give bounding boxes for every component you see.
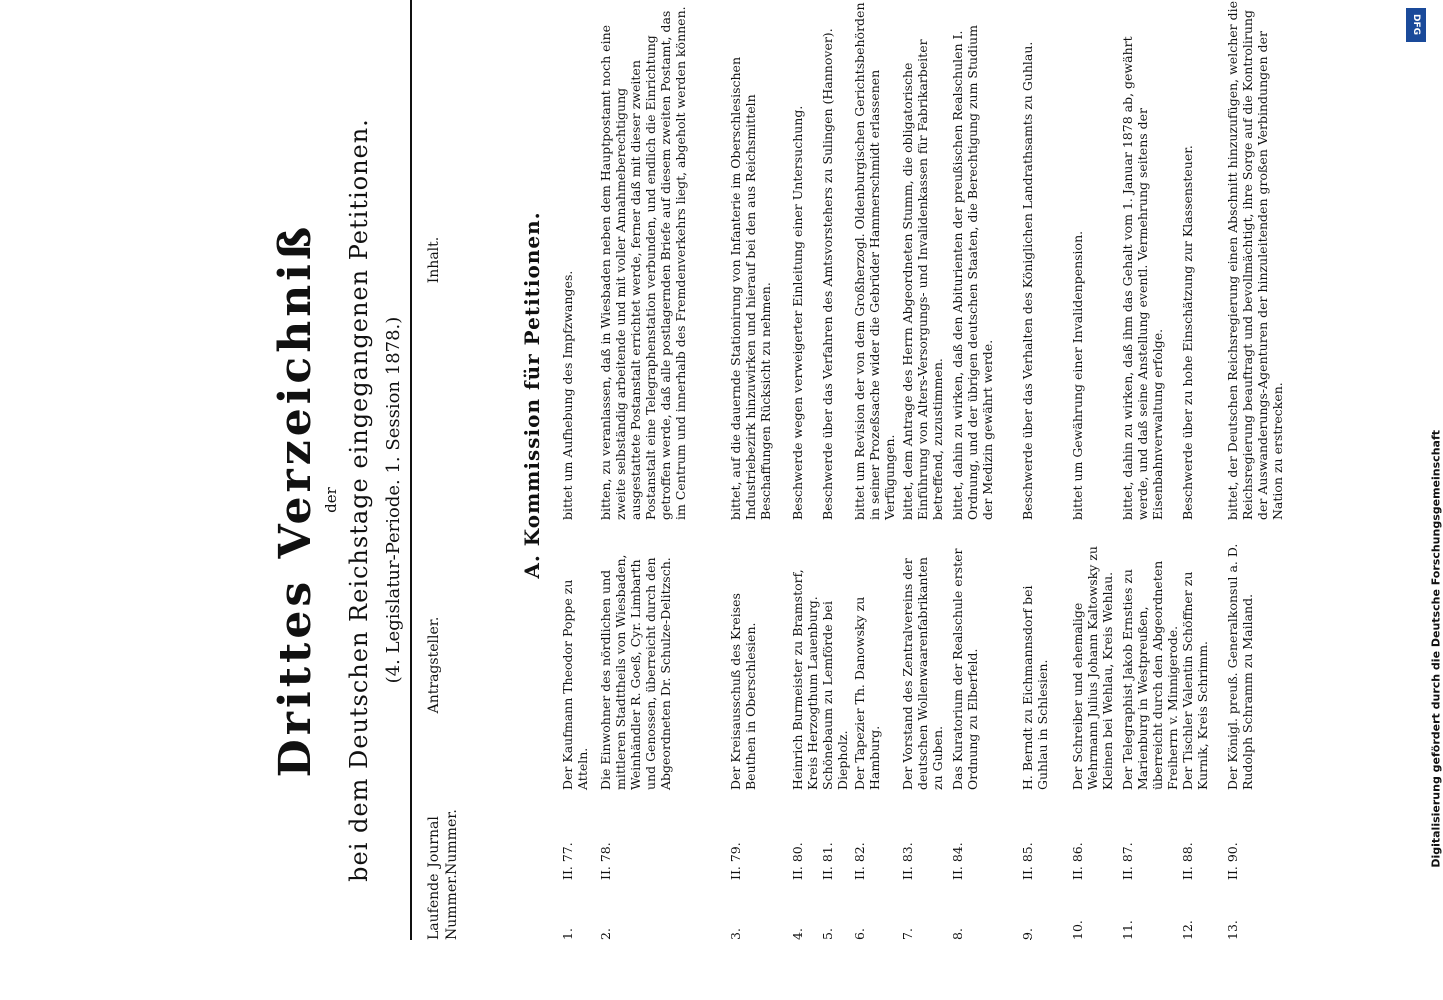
row-journal: II. 86.	[1070, 842, 1085, 880]
header-inhalt: Inhalt.	[426, 236, 442, 284]
row-antragsteller: Der Kaufmann Theodor Poppe zu Atteln.	[560, 579, 590, 790]
row-inhalt: Beschwerde über das Verfahren des Amtsvorstehers zu Sulingen (Hannover).	[820, 28, 835, 520]
row-inhalt: bittet, dem Antrage des Herrn Abgeordneten Stumm, die obligatorische Einführung von Alters-Versorgungs- und Invalidenkassen für Fabrikarbeiter betreffend, zuzustimmen.	[900, 39, 945, 520]
row-antragsteller: Schönebaum zu Lemförde bei Diepholz.	[820, 601, 850, 790]
row-antragsteller: Der Kreisausschuß des Kreises Beuthen in Oberschlesien.	[728, 593, 758, 790]
header-antragsteller: Antragsteller.	[426, 616, 442, 714]
row-antragsteller: Das Kuratorium der Realschule erster Ordnung zu Elberfeld.	[950, 548, 980, 790]
row-number: 1.	[560, 928, 575, 940]
row-inhalt: Beschwerde wegen verweigerter Einleitung einer Untersuchung.	[790, 105, 805, 520]
row-number: 9.	[1020, 928, 1035, 940]
row-antragsteller: Der Vorstand des Zentralvereins der deutschen Wollenwaarenfabrikanten zu Guben.	[900, 557, 945, 790]
row-antragsteller: H. Berndt zu Eichmannsdorf bei Guhlau in Schlesien.	[1020, 585, 1050, 790]
document-period: (4. Legislatur-Periode. 1. Session 1878.)	[383, 316, 404, 684]
row-journal: II. 90.	[1225, 842, 1240, 880]
row-antragsteller: Der Königl. preuß. Generalkonsul a. D. Rudolph Schramm zu Mailand.	[1225, 543, 1255, 790]
row-journal: II. 88.	[1180, 842, 1195, 880]
row-number: 7.	[900, 928, 915, 940]
row-number: 6.	[852, 928, 867, 940]
row-journal: II. 83.	[900, 842, 915, 880]
row-inhalt: bittet um Gewährung einer Invalidenpension.	[1070, 230, 1085, 520]
row-number: 8.	[950, 928, 965, 940]
row-inhalt: bittet, der Deutschen Reichsregierung einen Abschnitt hinzuzufügen, welcher die Reichsregierung beauftragt und bevollmächtigt, ihre Sorge auf die Kontrolirung der Auswanderungs-Agenturen der hinzuleitenden großen Verbindungen der Nation zu erstrecken.	[1225, 0, 1285, 520]
row-number: 4.	[790, 928, 805, 940]
row-inhalt: bittet, dahin zu wirken, daß den Abiturienten der preußischen Realschulen I. Ordnung, und der übrigen deutschen Staaten, die Berechtigung zum Studium der Medizin gewährt werde.	[950, 25, 995, 520]
row-number: 2.	[598, 928, 613, 940]
row-journal: II. 78.	[598, 842, 613, 880]
row-journal: II. 85.	[1020, 842, 1035, 880]
row-number: 5.	[820, 928, 835, 940]
sidebar-credit	[1392, 0, 1443, 1000]
row-inhalt: bittet um Aufhebung des Impfzwanges.	[560, 270, 575, 520]
row-journal: II. 77.	[560, 842, 575, 880]
row-number: 13.	[1225, 920, 1240, 940]
row-journal: II. 87.	[1120, 842, 1135, 880]
row-journal: II. 79.	[728, 842, 743, 880]
row-antragsteller: Die Einwohner des nördlichen und mittleren Stadttheils von Wiesbaden, Weinhändler R. Goeß, Cyr. Limbarth und Genossen, überreicht durch den Abgeordneten Dr. Schulze-Delitzsch.	[598, 554, 673, 790]
document-subtitle: bei dem Deutschen Reichstage eingegangenen Petitionen.	[345, 118, 373, 882]
credit-text: Digitalisierung gefördert durch die Deutsche Forschungsgemeinschaft	[1430, 430, 1443, 868]
row-inhalt: bittet, auf die dauernde Stationirung von Infanterie im Oberschlesischen Industriebezirk hinzuwirken und hierauf bei den aus Reichsmitteln Beschaffungen Rücksicht zu nehmen.	[728, 56, 773, 520]
row-journal: II. 82.	[852, 842, 867, 880]
table-top-rule	[410, 0, 412, 940]
row-inhalt: bitten, zu veranlassen, daß in Wiesbaden neben dem Hauptpostamt noch eine zweite selbständig arbeitende und mit voller Annahmeberechtigung ausgestattete Postanstalt errichtet werde, ferner daß mit dieser zweiten Postanstalt eine Telegraphenstation verbunden, und endlich die Einrichtung getroffen werde, daß alle postlagernden Briefe auf diesem zweiten Postamt, das im Centrum und innerhalb des Fremdenverkehrs liegt, abgeholt werden können.	[598, 6, 688, 520]
header-laufende: Laufende Nummer.	[426, 873, 460, 940]
row-antragsteller: Der Tapezier Th. Danowsky zu Hamburg.	[852, 596, 882, 790]
document-title: Drittes Verzeichniß	[270, 222, 321, 778]
row-antragsteller: Heinrich Burmeister zu Bramstorf, Kreis Herzogthum Lauenburg.	[790, 569, 820, 790]
row-number: 10.	[1070, 920, 1085, 940]
section-title: A. Kommission für Petitionen.	[520, 211, 544, 579]
row-number: 11.	[1120, 920, 1135, 940]
row-inhalt: Beschwerde über das Verhalten des Königlichen Landrathsamts zu Guhlau.	[1020, 41, 1035, 520]
row-journal: II. 80.	[790, 842, 805, 880]
dfg-logo: DFG	[1406, 8, 1426, 42]
row-inhalt: Beschwerde über zu hohe Einschätzung zur Klassensteuer.	[1180, 145, 1195, 520]
row-number: 12.	[1180, 920, 1195, 940]
row-inhalt: bittet, dahin zu wirken, daß ihm das Gehalt vom 1. Januar 1878 ab, gewährt werde, und daß seine Anstellung eventl. Vermehrung seitens der Eisenbahnverwaltung erfolge.	[1120, 36, 1165, 520]
row-journal: II. 81.	[820, 842, 835, 880]
row-antragsteller: Der Telegraphist Jakob Ernsties zu Marienburg in Westpreußen, überreicht durch den Abgeordneten Freiherrn v. Minnigerode.	[1120, 560, 1180, 790]
row-inhalt: bittet um Revision der von dem Großherzogl. Oldenburgischen Gerichtsbehörden in seiner Prozeßsache wider die Gebrüder Hammerschmidt erlassenen Verfügungen.	[852, 2, 897, 520]
header-journal: Journal Nummer.	[426, 809, 460, 875]
row-journal: II. 84.	[950, 842, 965, 880]
row-number: 3.	[728, 928, 743, 940]
document-der: der	[322, 487, 340, 513]
row-antragsteller: Der Schreiber und ehemalige Wehrmann Julius Johann Kaltowsky zu Kleinen bei Wehlau, Kreis Wehlau.	[1070, 546, 1115, 790]
row-antragsteller: Der Tischler Valentin Schöffner zu Kurnik, Kreis Schrimm.	[1180, 571, 1210, 790]
